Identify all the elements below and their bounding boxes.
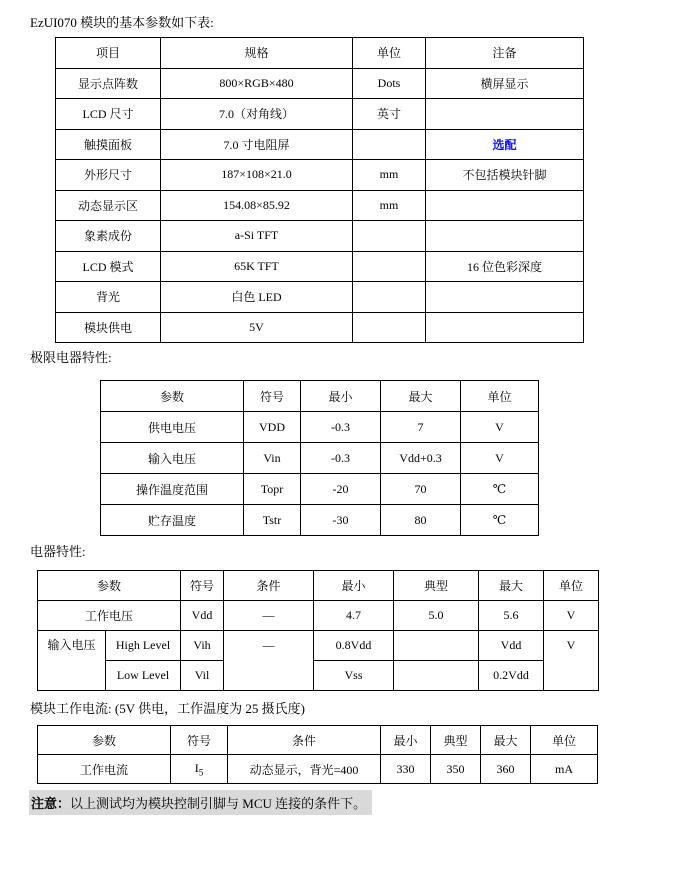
item-cell: 显示点阵数 [56, 68, 161, 99]
param-group-cell: 输入电压 [38, 631, 106, 691]
level-cell: Low Level [106, 661, 181, 691]
unit-cell: Dots [353, 68, 426, 99]
column-header-symbol: 符号 [181, 571, 224, 601]
column-header-item: 项目 [56, 38, 161, 69]
table-row [38, 601, 599, 631]
table-row [101, 474, 539, 505]
column-header-min: 最小 [381, 726, 431, 755]
table-row [56, 68, 584, 99]
optional-touchpanel-link[interactable]: 选配 [492, 137, 517, 152]
current-table [37, 725, 598, 784]
note-cell: 16 位色彩深度 [426, 251, 584, 282]
column-header-min: 最小 [314, 571, 394, 601]
spec-cell: a-Si TFT [161, 221, 353, 252]
table-row [56, 160, 584, 191]
unit-cell: ℃ [461, 474, 539, 505]
column-header-max: 最大 [381, 381, 461, 412]
column-header-param: 参数 [101, 381, 244, 412]
unit-cell: V [544, 601, 599, 631]
max-cell: 360 [481, 755, 531, 784]
spec-cell: 65K TFT [161, 251, 353, 282]
unit-cell: mm [353, 190, 426, 221]
table-header-row [38, 571, 599, 601]
unit-cell: mm [353, 160, 426, 191]
note-cell: 横屏显示 [426, 68, 584, 99]
symbol-subscript: 5 [198, 767, 204, 778]
symbol-cell [171, 755, 228, 784]
max-cell: Vdd [479, 631, 544, 661]
table-row [101, 443, 539, 474]
column-header-max: 最大 [481, 726, 531, 755]
column-header-max: 最大 [479, 571, 544, 601]
symbol-cell: Vdd [181, 601, 224, 631]
table-row [56, 129, 584, 160]
max-cell: 80 [381, 505, 461, 536]
limit-table [100, 380, 539, 536]
param-cell: 操作温度范围 [101, 474, 244, 505]
section-limit-characteristics-label: 极限电器特性: [30, 350, 112, 365]
column-header-unit: 单位 [461, 381, 539, 412]
column-header-param: 参数 [38, 726, 171, 755]
unit-cell: 英寸 [353, 99, 426, 130]
unit-cell: V [544, 631, 599, 691]
item-cell: 外形尺寸 [56, 160, 161, 191]
table-header-row [101, 381, 539, 412]
note-text: 以上测试均为模块控制引脚与 MCU 连接的条件下。 [70, 796, 367, 811]
note-label: 注意： [31, 796, 71, 811]
note-cell [426, 282, 584, 313]
symbol-base: I [194, 760, 199, 775]
param-cell: 输入电压 [101, 443, 244, 474]
column-header-spec: 规格 [161, 38, 353, 69]
unit-cell [353, 129, 426, 160]
column-header-condition: 条件 [224, 571, 314, 601]
item-cell: 触摸面板 [56, 129, 161, 160]
unit-cell [353, 282, 426, 313]
unit-cell [353, 221, 426, 252]
symbol-cell: Vih [181, 631, 224, 661]
spec-cell: 5V [161, 312, 353, 343]
param-cell: 工作电压 [38, 601, 181, 631]
table-row [101, 412, 539, 443]
item-cell: 动态显示区 [56, 190, 161, 221]
unit-cell: V [461, 443, 539, 474]
condition-cell: — [224, 631, 314, 691]
table-row [56, 190, 584, 221]
note-line [29, 790, 372, 815]
section-electrical-characteristics-label: 电器特性: [30, 544, 86, 559]
param-cell: 贮存温度 [101, 505, 244, 536]
column-header-note: 注备 [426, 38, 584, 69]
level-cell: High Level [106, 631, 181, 661]
spec-cell: 7.0 寸电阻屏 [161, 129, 353, 160]
typ-cell: 350 [431, 755, 481, 784]
column-header-symbol: 符号 [171, 726, 228, 755]
column-header-unit: 单位 [353, 38, 426, 69]
min-cell: -0.3 [301, 443, 381, 474]
max-cell: 7 [381, 412, 461, 443]
table-row [38, 661, 599, 691]
min-cell: Vss [314, 661, 394, 691]
item-cell: LCD 尺寸 [56, 99, 161, 130]
item-cell: 模块供电 [56, 312, 161, 343]
max-cell: 5.6 [479, 601, 544, 631]
min-cell: 0.8Vdd [314, 631, 394, 661]
table-row [38, 755, 598, 784]
spec-cell: 800×RGB×480 [161, 68, 353, 99]
param-cell: 工作电流 [38, 755, 171, 784]
condition-cell: — [224, 601, 314, 631]
electrical-table [37, 570, 599, 691]
min-cell: 330 [381, 755, 431, 784]
typ-cell [394, 661, 479, 691]
table-header-row [56, 38, 584, 69]
symbol-cell: VDD [244, 412, 301, 443]
table-row [101, 505, 539, 536]
symbol-cell: Topr [244, 474, 301, 505]
note-cell: 不包括模块针脚 [426, 160, 584, 191]
note-cell [426, 190, 584, 221]
max-cell: 70 [381, 474, 461, 505]
page-title: EzUI070 模块的基本参数如下表: [30, 15, 214, 30]
condition-cell: 动态显示，背光=400 [228, 755, 381, 784]
column-header-condition: 条件 [228, 726, 381, 755]
spec-cell: 白色 LED [161, 282, 353, 313]
item-cell: LCD 模式 [56, 251, 161, 282]
typ-cell: 5.0 [394, 601, 479, 631]
min-cell: -20 [301, 474, 381, 505]
unit-cell: mA [531, 755, 598, 784]
column-header-typ: 典型 [431, 726, 481, 755]
note-cell [426, 221, 584, 252]
unit-cell: ℃ [461, 505, 539, 536]
column-header-unit: 单位 [531, 726, 598, 755]
note-cell [426, 129, 584, 160]
note-cell [426, 99, 584, 130]
column-header-unit: 单位 [544, 571, 599, 601]
typ-cell [394, 631, 479, 661]
max-cell: Vdd+0.3 [381, 443, 461, 474]
column-header-symbol: 符号 [244, 381, 301, 412]
spec-cell: 154.08×85.92 [161, 190, 353, 221]
unit-cell [353, 312, 426, 343]
symbol-cell: Tstr [244, 505, 301, 536]
param-cell: 供电电压 [101, 412, 244, 443]
item-cell: 背光 [56, 282, 161, 313]
table-row [38, 631, 599, 661]
symbol-cell: Vil [181, 661, 224, 691]
column-header-min: 最小 [301, 381, 381, 412]
unit-cell [353, 251, 426, 282]
item-cell: 象素成份 [56, 221, 161, 252]
spec-cell: 187×108×21.0 [161, 160, 353, 191]
max-cell: 0.2Vdd [479, 661, 544, 691]
section-operating-current-label: 模块工作电流: (5V 供电，工作温度为 25 摄氏度) [30, 701, 305, 716]
table-row [56, 221, 584, 252]
table-row [56, 99, 584, 130]
min-cell: -30 [301, 505, 381, 536]
min-cell: -0.3 [301, 412, 381, 443]
min-cell: 4.7 [314, 601, 394, 631]
note-cell [426, 312, 584, 343]
spec-cell: 7.0（对角线） [161, 99, 353, 130]
unit-cell: V [461, 412, 539, 443]
table-row [56, 282, 584, 313]
basic-params-table [55, 37, 584, 343]
column-header-param: 参数 [38, 571, 181, 601]
table-row [56, 312, 584, 343]
table-row [56, 251, 584, 282]
table-header-row [38, 726, 598, 755]
column-header-typ: 典型 [394, 571, 479, 601]
symbol-cell: Vin [244, 443, 301, 474]
